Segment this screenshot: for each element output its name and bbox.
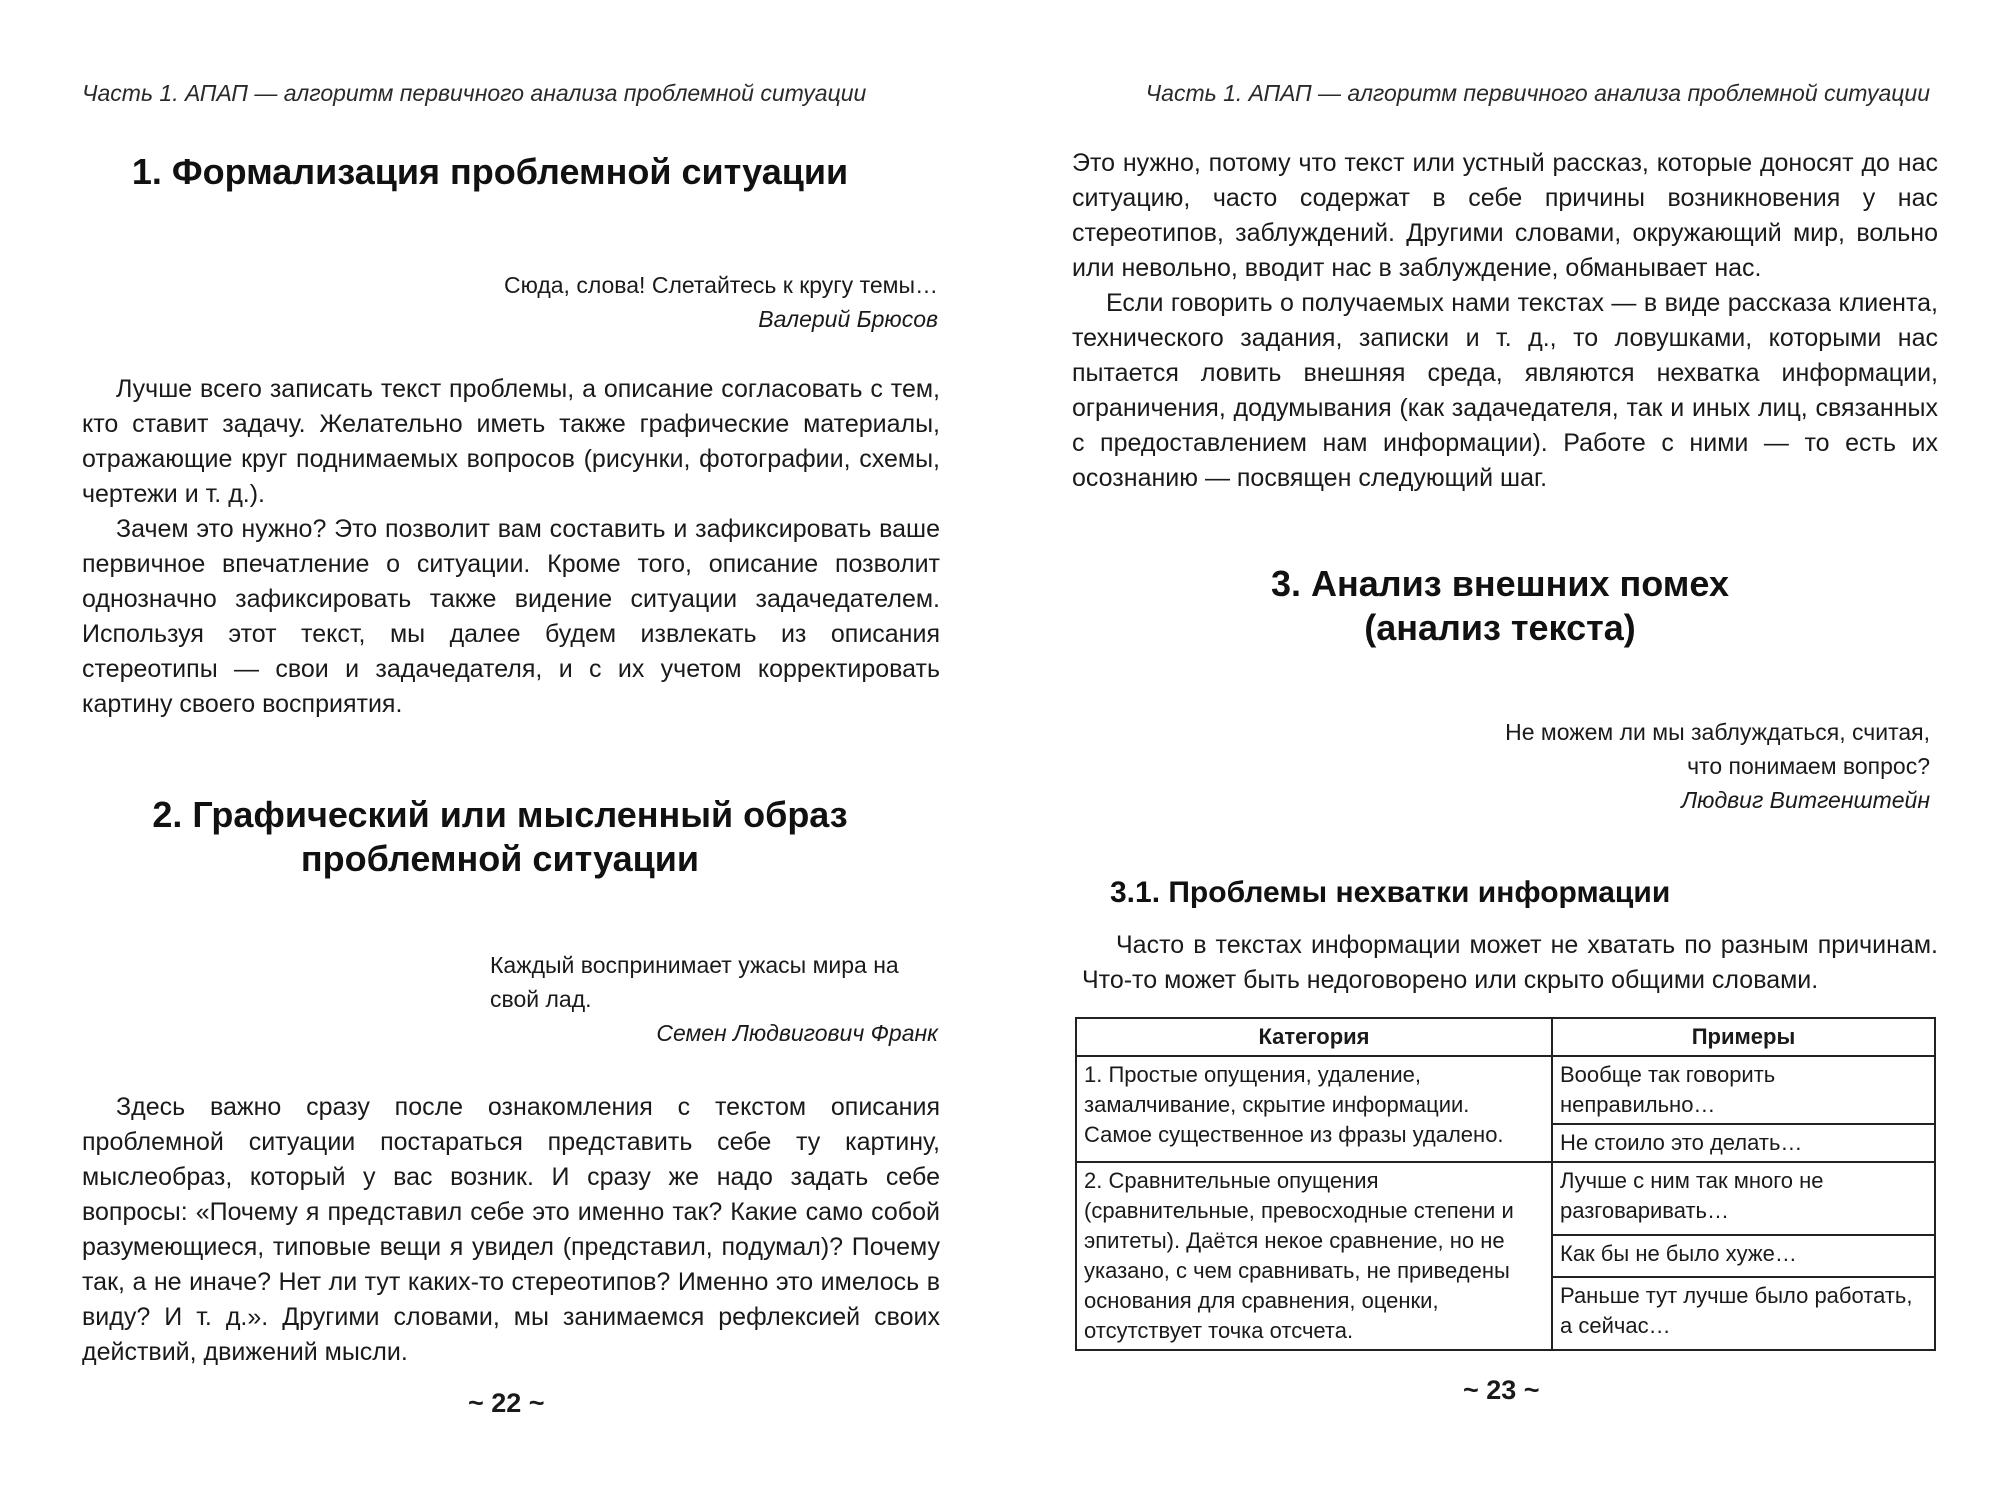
intro-body bbox=[1072, 146, 1938, 496]
section-2-body bbox=[82, 1090, 940, 1370]
table-header-examples: Примеры bbox=[1552, 1018, 1935, 1056]
epigraph-text: Сюда, слова! Слетайтесь к кругу темы… bbox=[503, 272, 938, 298]
table-row bbox=[1076, 1162, 1935, 1235]
section-1-body bbox=[82, 372, 940, 722]
table-cell-category bbox=[1076, 1056, 1552, 1162]
table-cell-example: Раньше тут лучше было работать, а сейчас… bbox=[1552, 1277, 1935, 1350]
subsection-3-1-body bbox=[1082, 928, 1938, 998]
table-cell-category: 2. Сравнительные опущения (сравнительные, превосходные степени и эпитеты). Даётся некое сравнение, но не указано, с чем сравнивать, не приведены основания для сравнения, оценки, отсутствует точка отсчета. bbox=[1076, 1162, 1552, 1350]
page-number: ~ 23 ~ bbox=[1463, 1375, 1540, 1405]
paragraph: Если говорить о получаемых нами текстах — в виде рассказа клиента, технического задания, записки и т. д., то ловушками, которыми нас пытается ловить внешняя среда, являются нехватка информации, ограничения, додумывания (как задачедателя, так и иных лиц, связанных с предоставлением нам информации). Работе с ними — то есть их осознанию — посвящен следующий шаг. bbox=[1072, 289, 1938, 492]
section-3-title bbox=[1000, 562, 2000, 650]
epigraph-text-line-2: свой лад. bbox=[490, 986, 592, 1012]
section-3-title-line-2: (анализ текста) bbox=[1364, 607, 1636, 648]
category-table bbox=[1075, 1017, 1936, 1351]
epigraph-author: Людвиг Витгенштейн bbox=[1681, 787, 1930, 813]
epigraph-text-line-1: Не можем ли мы заблуждаться, считая, bbox=[1505, 719, 1930, 745]
epigraph-2 bbox=[490, 948, 938, 1050]
paragraph: Лучше всего записать текст проблемы, а описание согласовать с тем, кто ставит задачу. Желательно иметь также графические материалы, отражающие круг поднимаемых вопросов (рисунки, фотографии, схемы, чертежи и т. д.). bbox=[82, 375, 940, 508]
category-text: 1. Простые опущения, удаление, замалчивание, скрытие информации. bbox=[1084, 1062, 1470, 1117]
table-cell-example: Лучше с ним так много не разговаривать… bbox=[1552, 1162, 1935, 1235]
paragraph: Зачем это нужно? Это позволит вам составить и зафиксировать ваше первичное впечатление о ситуации. Кроме того, описание позволит однозначно зафиксировать также видение ситуации задачедателем. Используя этот текст, мы далее будем извлекать из описания стереотипы — свои и задачедателя, и с их учетом корректировать картину своего восприятия. bbox=[82, 515, 940, 718]
table-cell-example: Вообще так говорить неправильно… bbox=[1552, 1056, 1935, 1124]
epigraph-author: Семен Людвигович Франк bbox=[656, 1020, 938, 1046]
running-head: Часть 1. АПАП — алгоритм первичного анализа проблемной ситуации bbox=[1145, 80, 1930, 106]
paragraph: Часто в текстах информации может не хватать по разным причинам. Что-то может быть недоговорено или скрыто общими словами. bbox=[1082, 931, 1938, 994]
running-head: Часть 1. АПАП — алгоритм первичного анализа проблемной ситуации bbox=[82, 80, 867, 106]
table-header-row bbox=[1076, 1018, 1935, 1056]
epigraph-text-line-2: что понимаем вопрос? bbox=[1687, 753, 1930, 779]
epigraph-3 bbox=[1505, 715, 1930, 817]
section-3-title-line-1: 3. Анализ внешних помех bbox=[1271, 563, 1729, 604]
epigraph-author: Валерий Брюсов bbox=[758, 306, 938, 332]
table-cell-example: Не стоило это делать… bbox=[1552, 1124, 1935, 1162]
epigraph-text-line-1: Каждый воспринимает ужасы мира на bbox=[490, 952, 899, 978]
table-row bbox=[1076, 1056, 1935, 1124]
table-cell-example: Как бы не было хуже… bbox=[1552, 1235, 1935, 1276]
section-2-title-line-2: проблемной ситуации bbox=[300, 838, 700, 879]
epigraph-1 bbox=[504, 268, 938, 336]
section-2-title bbox=[0, 793, 1000, 881]
paragraph: Это нужно, потому что текст или устный рассказ, которые доносят до нас ситуацию, часто содержат в себе причины возникновения у нас стереотипов, заблуждений. Другими словами, окружающий мир, вольно или невольно, вводит нас в заблуждение, обманывает нас. bbox=[1072, 149, 1938, 282]
page-number: ~ 22 ~ bbox=[468, 1388, 545, 1418]
table-header-category: Категория bbox=[1076, 1018, 1552, 1056]
section-1-title: 1. Формализация проблемной ситуации bbox=[131, 151, 849, 192]
subsection-3-1-title: 3.1. Проблемы нехватки информации bbox=[1110, 876, 1671, 909]
section-2-title-line-1: 2. Графический или мысленный образ bbox=[152, 794, 848, 835]
category-note: Самое существенное из фразы удалено. bbox=[1084, 1122, 1504, 1147]
right-page bbox=[1000, 0, 2000, 1495]
paragraph: Здесь важно сразу после ознакомления с текстом описания проблемной ситуации постараться представить себе ту картину, мыслеобраз, который у вас возник. И сразу же надо задать себе вопросы: «Почему я представил себе это именно так? Какие само собой разумеющиеся, типовые вещи я увидел (представил, подумал)? Почему так, а не иначе? Нет ли тут каких-то стереотипов? Именно это имелось в виду? И т. д.». Другими словами, мы занимаемся рефлексией своих действий, движений мысли. bbox=[82, 1093, 940, 1366]
